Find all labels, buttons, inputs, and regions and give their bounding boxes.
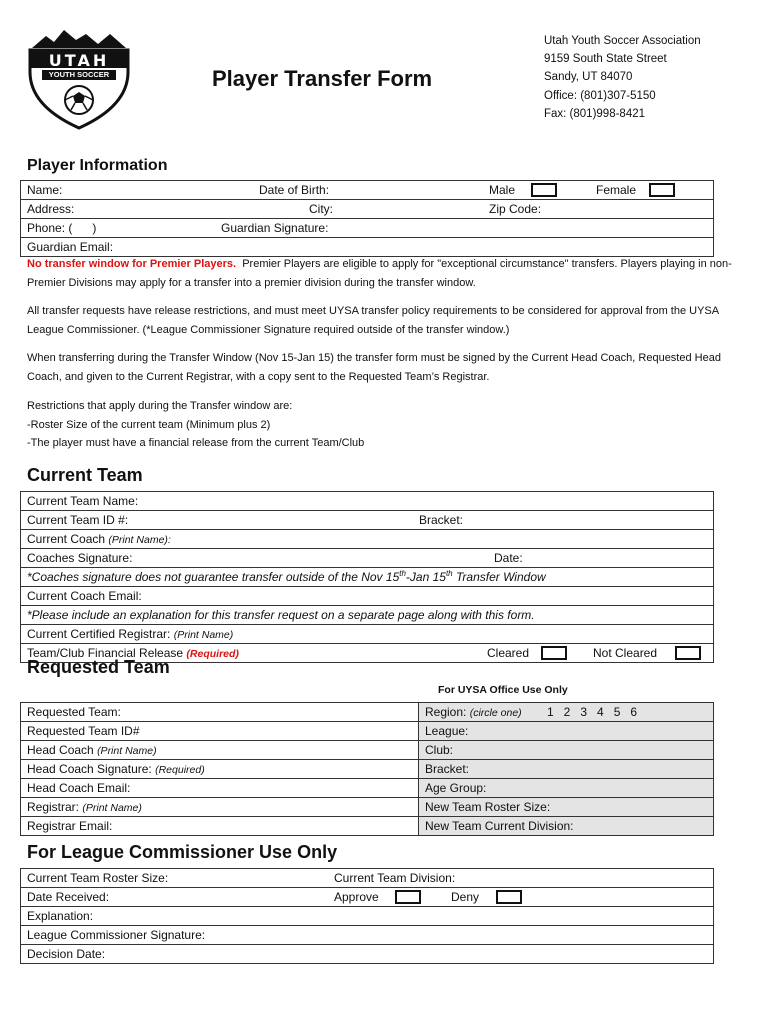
org-city: Sandy, UT 84070 — [544, 71, 633, 84]
decision-date-field[interactable]: Decision Date: — [27, 947, 106, 961]
age-group-field[interactable]: Age Group: — [425, 781, 487, 795]
dob-field[interactable]: Date of Birth: — [259, 183, 330, 197]
new-team-roster-size-field[interactable]: New Team Roster Size: — [425, 800, 551, 814]
table-row — [21, 511, 713, 530]
male-label: Male — [489, 183, 516, 197]
approve-label: Approve — [334, 890, 379, 904]
explanation-instruction: *Please include an explanation for this transfer request on a separate page along with this form. — [27, 608, 535, 622]
city-field[interactable]: City: — [309, 202, 333, 216]
org-name: Utah Youth Soccer Association — [544, 35, 701, 47]
deny-checkbox[interactable] — [496, 890, 522, 904]
coach-date-field[interactable]: Date: — [494, 551, 523, 565]
table-row — [21, 741, 713, 760]
commissioner-heading: For League Commissioner Use Only — [27, 842, 338, 862]
current-team-heading: Current Team — [27, 465, 143, 485]
table-row — [21, 926, 713, 945]
commissioner-table — [20, 868, 714, 964]
phone-field[interactable]: Phone: ( ) — [27, 221, 97, 235]
logo-subtext: YOUTH SOCCER — [48, 70, 110, 79]
table-row — [21, 181, 713, 200]
utah-youth-soccer-logo — [24, 26, 134, 130]
premier-warning: No transfer window for Premier Players. — [27, 258, 237, 270]
region-field[interactable]: Region: (circle one) 1 2 3 4 5 6 — [425, 705, 638, 719]
table-row — [21, 219, 713, 238]
requested-team-id-field[interactable]: Requested Team ID# — [27, 724, 140, 738]
table-row — [21, 625, 713, 644]
current-team-table — [20, 491, 714, 663]
not-cleared-checkbox[interactable] — [675, 646, 701, 660]
address-field[interactable]: Address: — [27, 202, 75, 216]
commissioner-signature-field[interactable]: League Commissioner Signature: — [27, 928, 206, 942]
guardian-signature-field[interactable]: Guardian Signature: — [221, 221, 329, 235]
head-coach-field[interactable]: Head Coach (Print Name) — [27, 743, 157, 757]
male-checkbox[interactable] — [531, 183, 557, 197]
table-row — [21, 817, 713, 835]
current-roster-size-field[interactable]: Current Team Roster Size: — [27, 871, 169, 885]
female-label: Female — [596, 183, 637, 197]
player-info-heading: Player Information — [27, 157, 168, 174]
table-row — [21, 606, 713, 625]
table-row — [21, 200, 713, 219]
table-row — [21, 907, 713, 926]
registrar-field[interactable]: Registrar: (Print Name) — [27, 800, 142, 814]
table-row — [21, 779, 713, 798]
restriction-item: -Roster Size of the current team (Minimum plus 2) — [27, 418, 271, 431]
required-note: (Required) — [155, 764, 205, 776]
current-coach-label: Current Coach — [27, 532, 106, 546]
table-row — [21, 530, 713, 549]
coaches-signature-field[interactable]: Coaches Signature: — [27, 551, 133, 565]
current-registrar-label: Current Certified Registrar: — [27, 627, 171, 641]
print-name-note: (Print Name) — [82, 802, 142, 814]
current-registrar-field[interactable] — [27, 625, 233, 644]
table-row — [21, 888, 713, 907]
table-row — [21, 722, 713, 741]
required-note: (Required) — [186, 648, 239, 660]
logo-text: UTAH — [48, 51, 110, 70]
org-office-phone: Office: (801)307-5150 — [544, 89, 656, 102]
cleared-label: Cleared — [487, 646, 530, 660]
zip-field[interactable]: Zip Code: — [489, 202, 542, 216]
table-row — [21, 869, 713, 888]
table-row — [21, 568, 713, 587]
coach-signature-disclaimer: *Coaches signature does not guarantee transfer outside of the Nov 15th-Jan 15th Transfer Window — [27, 569, 546, 584]
region-options: 1 2 3 4 5 6 — [547, 705, 638, 719]
cleared-checkbox[interactable] — [541, 646, 567, 660]
current-coach-field[interactable] — [27, 530, 171, 549]
current-division-field[interactable]: Current Team Division: — [334, 871, 456, 885]
table-row — [21, 587, 713, 606]
current-coach-email-field[interactable]: Current Coach Email: — [27, 589, 142, 603]
table-row — [21, 492, 713, 511]
bracket-field[interactable]: Bracket: — [419, 513, 464, 527]
club-field[interactable]: Club: — [425, 743, 454, 757]
requested-bracket-field[interactable]: Bracket: — [425, 762, 470, 776]
not-cleared-label: Not Cleared — [593, 646, 658, 660]
office-use-label: For UYSA Office Use Only — [438, 684, 568, 696]
deny-label: Deny — [451, 890, 480, 904]
head-coach-email-field[interactable]: Head Coach Email: — [27, 781, 131, 795]
restrictions-list — [27, 397, 737, 453]
premier-note-text: Premier Players are eligible to apply for "exceptional circumstance" transfers. Players playing in non-Premier Divisions may apply for a transfer into a premier division during the transfer window. — [27, 258, 732, 289]
date-received-field[interactable]: Date Received: — [27, 890, 110, 904]
transfer-window-note: When transferring during the Transfer Window (Nov 15-Jan 15) the transfer form must be signed by the Current Head Coach, Requested Head Coach, and given to the Current Registrar, with a copy sent to the Requested Team’s Registrar. — [27, 352, 721, 383]
table-row — [21, 760, 713, 779]
restriction-item: -The player must have a financial release from the current Team/Club — [27, 437, 365, 449]
print-name-note: (Print Name): — [108, 534, 171, 546]
circle-one-note: (circle one) — [469, 707, 522, 719]
head-coach-signature-field[interactable]: Head Coach Signature: (Required) — [27, 762, 205, 776]
new-team-division-field[interactable]: New Team Current Division: — [425, 819, 574, 833]
table-row — [21, 238, 713, 256]
table-row — [21, 549, 713, 568]
league-field[interactable]: League: — [425, 724, 469, 738]
org-fax: Fax: (801)998-8421 — [544, 107, 646, 120]
current-team-id-field[interactable]: Current Team ID #: — [27, 513, 129, 527]
print-name-note: (Print Name) — [97, 745, 157, 757]
current-team-name-field[interactable]: Current Team Name: — [27, 494, 139, 508]
player-name-field[interactable]: Name: — [27, 183, 63, 197]
org-street: 9159 South State Street — [544, 53, 667, 66]
registrar-email-field[interactable]: Registrar Email: — [27, 819, 113, 833]
table-row — [21, 945, 713, 963]
requested-team-table — [20, 702, 714, 836]
player-info-table — [20, 180, 714, 257]
guardian-email-field[interactable]: Guardian Email: — [27, 240, 114, 254]
requested-team-field[interactable]: Requested Team: — [27, 705, 121, 719]
approve-checkbox[interactable] — [395, 890, 421, 904]
table-row — [21, 703, 713, 722]
form-title: Player Transfer Form — [212, 66, 433, 91]
female-checkbox[interactable] — [649, 183, 675, 197]
restrictions-intro: Restrictions that apply during the Transfer window are: — [27, 400, 293, 412]
financial-release-label: Team/Club Financial Release (Required) — [27, 646, 239, 660]
premier-note — [27, 255, 737, 292]
requested-team-heading: Requested Team — [27, 657, 170, 677]
table-row — [21, 798, 713, 817]
print-name-note: (Print Name) — [173, 629, 234, 641]
commissioner-explanation-field[interactable]: Explanation: — [27, 909, 94, 923]
restrictions-note: All transfer requests have release restrictions, and must meet UYSA transfer policy requirements to be considered for approval from the UYSA League Commissioner. (*League Commissioner Signature required outside of the transfer window.) — [27, 305, 719, 336]
org-address-block — [544, 32, 701, 123]
